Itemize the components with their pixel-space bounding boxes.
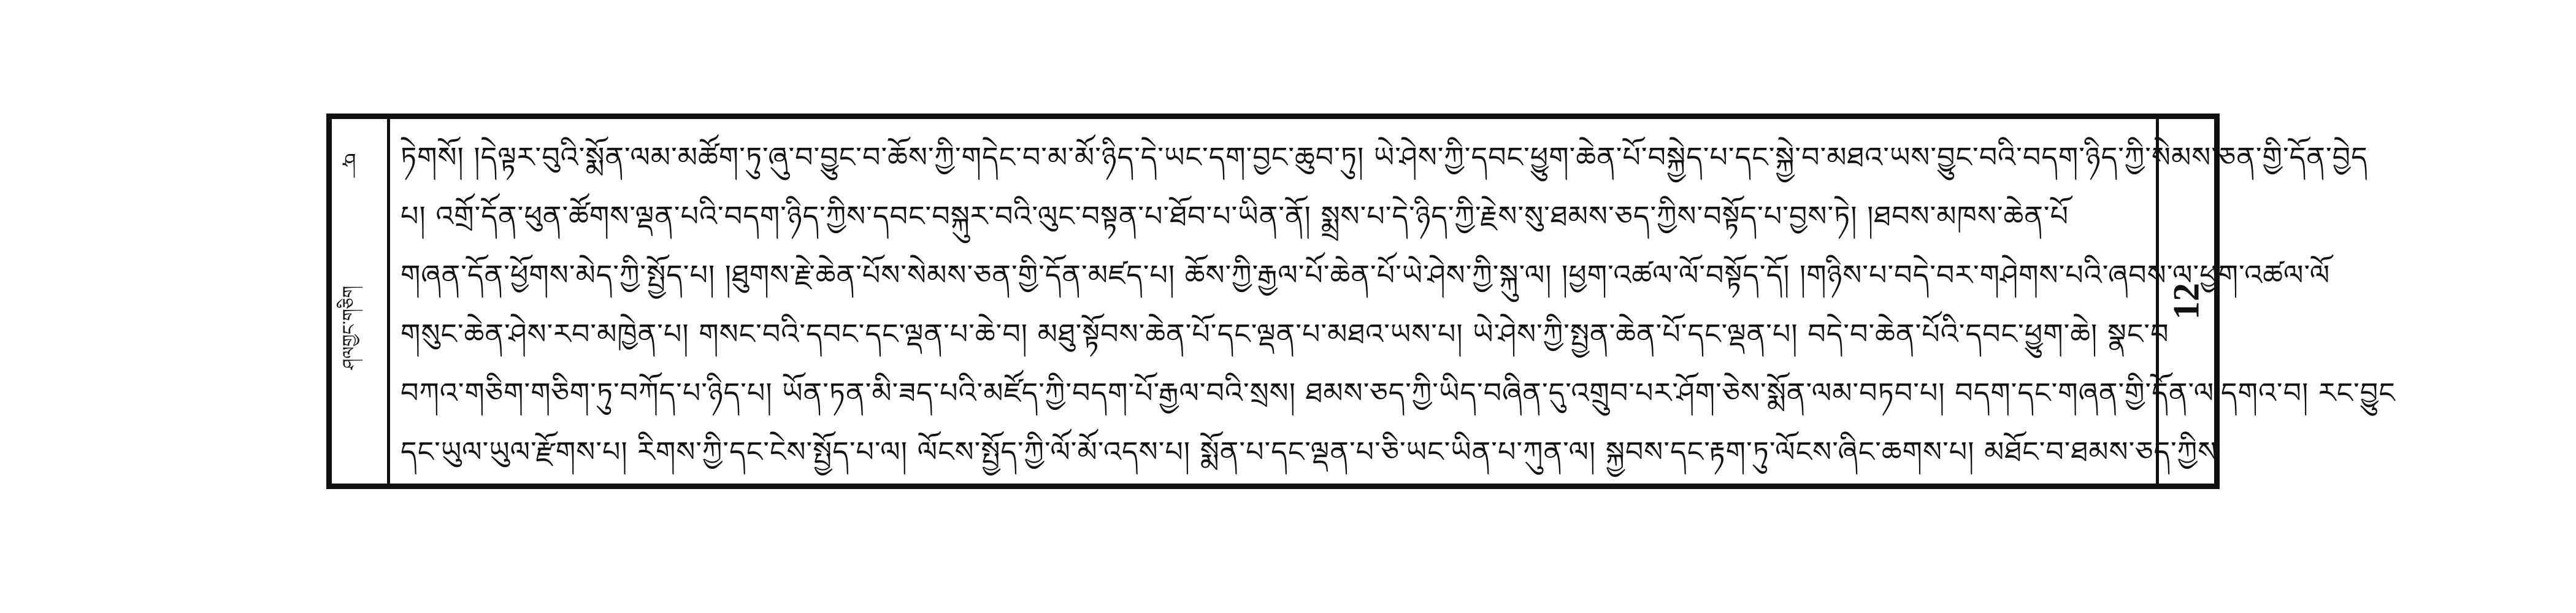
page-number: 12 [2166,283,2207,320]
left-margin [332,119,390,484]
text-line-1: ཏེགསོ། །དེལྟར་བུའི་སྨོན་ལམ་མཚོག་ཏུ་ཞུ་བ་བྱུང་བ་ཆོས་ཀྱི་གདེང་བ་མ་མོ་ཉིད་དེ་ཡང་དག་བྱང་ཆུབ་ཏུ། ཡེ་ཤེས་ཀྱི་དབང་ཕྱུག་ཆེན་པོ་བསྐྱེད་པ་དང་སྐྱེ་བ་མཐའ་ཡས་བྱུང་བའི་བདག་ཉིད་ཀྱི་སེམས་ཅན་གྱི་དོན་བྱེད [401,141,2368,174]
folio-letter: ཤ [343,149,356,174]
margin-title: ཤལགྱང་གཅིག [339,285,359,370]
text-line-6: དང་ཡུལ་ཡུལ་རྫོགས་པ། རིགས་ཀྱི་དང་ངེས་སྤྱོད་པ་ལ། ལོངས་སྤྱོད་ཀྱི་ལོ་མོ་འདས་པ། སྨོན་པ་དང་ལྡན་པ་ཅི་ཡང་ཡིན་པ་ཀུན་ལ། སྐྱབས་དང་རྟག་ཏུ་ལོངས་ཞིང་ཆགས་པ། མཐོང་བ་ཐམས་ཅད་ཀྱིས [401,435,2218,468]
manuscript-folio [326,114,2396,489]
text-line-5: བཀའ་གཅིག་གཅིག་ཏུ་བཀོད་པ་ཉིད་པ། ཡོན་ཏན་མི་ཟད་པའི་མཛོད་ཀྱི་བདག་པོ་རྒྱལ་བའི་སྲས། ཐམས་ཅད་ཀྱི་ཡིད་བཞིན་དུ་འགྲུབ་པར་ཤོག་ཅེས་སྨོན་ལམ་བཏབ་པ། བདག་དང་གཞན་གྱི་དོན་ལ་དགའ་བ། རང་བྱུང [401,376,2396,409]
text-line-3: གཞན་དོན་ཕྱོགས་མེད་ཀྱི་སྤྱོད་པ། །ཐུགས་རྗེ་ཆེན་པོས་སེམས་ཅན་གྱི་དོན་མཛད་པ། ཆོས་ཀྱི་རྒྱལ་པོ་ཆེན་པོ་ཡེ་ཤེས་ཀྱི་སྐུ་ལ། །ཕྱག་འཚལ་ལོ་བསྟོད་དོ། །གཉིས་པ་བདེ་བར་གཤེགས་པའི་ཞབས་ལ་ཕྱག་འཚལ་ལོ [401,258,2331,291]
text-line-4: གསུང་ཆེན་ཤེས་རབ་མཁྱེན་པ། གསང་བའི་དབང་དང་ལྡན་པ་ཆེ་བ། མཐུ་སྟོབས་ཆེན་པོ་དང་ལྡན་པ་མཐའ་ཡས་པ། ཡེ་ཤེས་ཀྱི་སྤྱན་ཆེན་པོ་དང་ལྡན་པ། བདེ་བ་ཆེན་པོའི་དབང་ཕྱུག་ཆེ། སྣང་བ [401,317,2169,350]
right-margin [2156,119,2214,484]
text-line-2: པ། འགྲོ་དོན་ཕུན་ཚོགས་ལྡན་པའི་བདག་ཉིད་ཀྱིས་དབང་བསྐུར་བའི་ལུང་བསྟན་པ་ཐོབ་པ་ཡིན་ནོ། སྨྲས་པ་དེ་ཉིད་ཀྱི་རྗེས་སུ་ཐམས་ཅད་ཀྱིས་བསྟོད་པ་བྱས་ཏེ། །ཐབས་མཁས་ཆེན་པོ [401,199,2069,233]
